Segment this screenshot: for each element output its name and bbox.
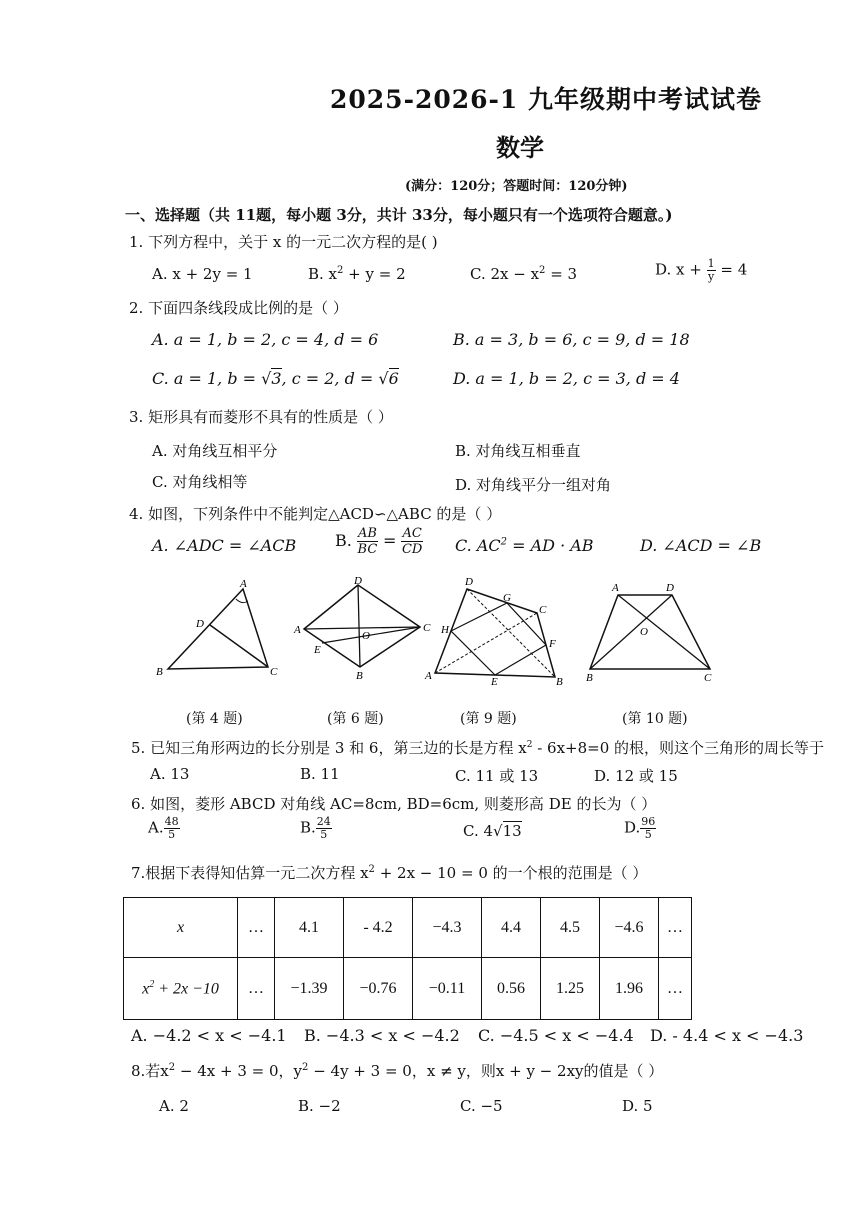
q2-c-rad1: 3 — [271, 369, 282, 388]
fig6-label-a: A — [294, 624, 301, 636]
table-cell: 0.56 — [482, 958, 541, 1020]
q4-b-eq: = — [382, 531, 397, 550]
q2-c-mid: , c = 2, d = — [281, 369, 379, 388]
q5-option-c: C. 11 或 13 — [455, 767, 539, 785]
q6-d-den: 5 — [644, 828, 652, 841]
q2-option-b: B. a = 3, b = 6, c = 9, d = 18 — [453, 330, 690, 349]
table-cell: −1.39 — [275, 958, 344, 1020]
q6-c-pre: C. 4 — [463, 822, 494, 840]
q6-b-frac — [316, 816, 332, 841]
q7-option-c: C. −4.5 < x < −4.4 — [478, 1026, 634, 1045]
q8-option-b: B. −2 — [298, 1097, 341, 1115]
q5-option-d: D. 12 或 15 — [594, 767, 678, 785]
fig6-label-d: D — [354, 575, 362, 587]
q7-stem-post: + 2x − 10 = 0 的一个根的范围是（ ） — [374, 864, 648, 882]
fig9-label-g: G — [503, 592, 511, 604]
q7-option-d: D. - 4.4 < x < −4.3 — [650, 1026, 804, 1045]
q3-stem: 3. 矩形具有而菱形不具有的性质是（ ） — [129, 408, 393, 426]
q1-b-sup: 2 — [337, 265, 344, 276]
q2-option-d: D. a = 1, b = 2, c = 3, d = 4 — [453, 369, 680, 388]
q1-option-c — [470, 265, 577, 283]
fig6-diagonal-bd — [358, 585, 360, 667]
sqrt-icon: √ — [493, 822, 503, 840]
exam-title: 2025-2026-1 九年级期中考试试卷 — [330, 85, 763, 114]
figure-q10 — [580, 575, 730, 685]
table-cell: … — [238, 958, 275, 1020]
fig9-label-e: E — [491, 676, 498, 688]
q7-value-table — [123, 897, 692, 1020]
q4-option-a: A. ∠ADC = ∠ACB — [152, 536, 297, 555]
q4-c-pre: C. AC — [455, 536, 501, 555]
q1-d-num: 1 — [707, 257, 715, 270]
q7-option-a: A. −4.2 < x < −4.1 — [131, 1026, 287, 1045]
q3-option-b: B. 对角线互相垂直 — [455, 442, 581, 460]
fig9-label-d: D — [465, 576, 473, 588]
q7-stem-pre: 7.根据下表得知估算一元二次方程 x — [131, 864, 369, 882]
table-row — [124, 958, 692, 1020]
q5-stem-post: - 6x+8=0 的根，则这个三角形的周长等于 — [532, 739, 825, 757]
q1-option-a: A. x + 2y = 1 — [152, 265, 253, 283]
q4-c-sup: 2 — [500, 536, 508, 548]
fig4-caption: (第 4 题) — [186, 711, 243, 727]
q1-c-post: = 3 — [545, 265, 578, 283]
q4-b-pre: B. — [335, 531, 352, 550]
q8-stem-pre: 8.若x — [131, 1062, 169, 1080]
table-cell: - 4.2 — [344, 898, 413, 958]
q3-option-d: D. 对角线平分一组对角 — [455, 476, 612, 494]
fig6-rhombus — [304, 585, 420, 667]
fig6-diagonal-ac — [304, 627, 420, 629]
q8-stem-mid1: − 4x + 3 = 0，y — [175, 1062, 303, 1080]
row2-head-sup: 2 — [149, 978, 155, 990]
q4-b-frac2 — [401, 526, 422, 557]
table-cell: … — [659, 958, 692, 1020]
fig9-label-b: B — [556, 676, 563, 688]
table-cell: 1.25 — [541, 958, 600, 1020]
q4-option-c — [455, 536, 594, 555]
q6-a-frac — [164, 816, 180, 841]
q6-a-den: 5 — [168, 828, 176, 841]
fig10-trapezoid — [590, 595, 710, 669]
q6-option-a — [148, 816, 180, 841]
subject-title: 数学 — [496, 133, 544, 162]
table-cell: −4.6 — [600, 898, 659, 958]
figure-q9 — [425, 575, 575, 690]
fig6-caption: (第 6 题) — [327, 711, 384, 727]
q5-option-b: B. 11 — [300, 765, 340, 783]
table-cell — [124, 958, 238, 1020]
q7-option-b: B. −4.3 < x < −4.2 — [304, 1026, 460, 1045]
table-cell: −0.11 — [413, 958, 482, 1020]
fig10-label-d: D — [666, 582, 674, 594]
fig6-label-c: C — [423, 622, 431, 634]
q4-b-d1: BC — [357, 542, 378, 557]
fig6-height-de — [322, 627, 420, 643]
q4-b-d2: CD — [401, 542, 423, 557]
table-cell: 4.4 — [482, 898, 541, 958]
q2-option-c — [152, 369, 399, 388]
fig10-caption: (第 10 题) — [622, 711, 688, 727]
q1-d-post: = 4 — [715, 260, 748, 279]
fig4-label-c: C — [270, 666, 278, 678]
fig4-label-a: A — [240, 578, 247, 590]
q8-option-d: D. 5 — [622, 1097, 653, 1115]
q6-b-num: 24 — [316, 815, 331, 828]
q6-option-b — [300, 816, 332, 841]
fig9-label-h: H — [441, 624, 449, 636]
fig4-segment-dc — [210, 625, 268, 667]
fig10-label-o: O — [640, 626, 648, 638]
q6-d-frac — [640, 816, 656, 841]
q8-stem — [131, 1060, 663, 1081]
table-cell: −0.76 — [344, 958, 413, 1020]
table-cell: … — [659, 898, 692, 958]
q5-option-a: A. 13 — [150, 765, 190, 783]
q8-stem-sup1: 2 — [168, 1062, 176, 1073]
q2-option-a: A. a = 1, b = 2, c = 4, d = 6 — [152, 330, 379, 349]
table-cell: … — [238, 898, 275, 958]
q6-b-pre: B. — [300, 818, 316, 837]
q6-option-c — [463, 822, 522, 840]
fig9-diagonal-db — [467, 589, 555, 677]
fig9-label-f: F — [549, 638, 556, 650]
table-cell: 1.96 — [600, 958, 659, 1020]
q6-a-pre: A. — [148, 818, 164, 837]
q1-b-post: + y = 2 — [343, 265, 406, 283]
q6-c-rad: 13 — [502, 822, 522, 840]
row2-head-pre: x — [142, 980, 150, 998]
q8-option-a: A. 2 — [159, 1097, 189, 1115]
q1-d-den: y — [707, 270, 715, 283]
q4-option-d: D. ∠ACD = ∠B — [640, 536, 762, 555]
q4-option-b — [335, 526, 423, 557]
table-cell: 4.1 — [275, 898, 344, 958]
q1-d-fraction — [707, 258, 716, 283]
q7-stem-sup: 2 — [368, 864, 375, 875]
fig10-label-a: A — [612, 582, 619, 594]
fig9-inner-parallelogram — [451, 603, 546, 675]
q6-b-den: 5 — [320, 828, 328, 841]
q6-d-pre: D. — [624, 818, 641, 837]
row2-head-post: + 2x −10 — [154, 980, 219, 998]
table-cell: 4.5 — [541, 898, 600, 958]
section-heading: 一、选择题（共 11题，每小题 3分，共计 33分，每小题只有一个选项符合题意。) — [125, 206, 673, 224]
q4-b-n1: AB — [357, 526, 377, 541]
q4-b-frac1 — [357, 526, 378, 557]
q1-option-b — [308, 265, 406, 283]
fig10-label-b: B — [586, 672, 593, 684]
q7-stem — [131, 862, 647, 883]
q3-option-a: A. 对角线互相平分 — [152, 442, 278, 460]
fig9-label-a: A — [425, 670, 432, 682]
table-cell: −4.3 — [413, 898, 482, 958]
q5-stem-sup: 2 — [526, 740, 533, 750]
fig6-label-b: B — [356, 670, 363, 682]
sqrt-icon: √ — [378, 369, 389, 388]
q3-option-c: C. 对角线相等 — [152, 473, 248, 491]
score-time-note: (满分：120分；答题时间：120分钟) — [405, 179, 628, 194]
q8-stem-sup2: 2 — [302, 1062, 309, 1073]
q1-c-sup: 2 — [539, 265, 546, 276]
q1-c-pre: C. 2x − x — [470, 265, 540, 283]
fig6-label-e: E — [314, 644, 321, 656]
q5-stem-pre: 5. 已知三角形两边的长分别是 3 和 6，第三边的长是方程 x — [131, 739, 527, 757]
q2-stem: 2. 下面四条线段成比例的是（ ） — [129, 299, 348, 317]
q4-c-post: = AD · AB — [507, 536, 594, 555]
q2-c-rad2: 6 — [388, 369, 399, 388]
q6-a-num: 48 — [164, 815, 179, 828]
fig9-label-c: C — [539, 604, 547, 616]
q4-b-n2: AC — [402, 526, 422, 541]
q6-stem: 6. 如图，菱形 ABCD 对角线 AC=8cm, BD=6cm, 则菱形高 DE 的长为（ ） — [131, 795, 657, 813]
fig10-label-c: C — [704, 672, 712, 684]
q4-stem: 4. 如图，下列条件中不能判定△ACD∽△ABC 的是（ ） — [129, 505, 502, 523]
table-cell: x — [124, 898, 238, 958]
sqrt-icon: √ — [261, 369, 272, 388]
fig6-label-o: O — [362, 630, 370, 642]
q6-d-num: 96 — [641, 815, 656, 828]
q8-stem-post: − 4y + 3 = 0，x ≠ y，则x + y − 2xy的值是（ ） — [308, 1062, 664, 1080]
fig4-label-b: B — [156, 666, 163, 678]
q5-stem — [131, 737, 824, 758]
fig9-caption: (第 9 题) — [460, 711, 517, 727]
q2-c-pre: C. a = 1, b = — [152, 369, 262, 388]
q8-option-c: C. −5 — [460, 1097, 503, 1115]
table-row — [124, 898, 692, 958]
q6-option-d — [624, 816, 656, 841]
q1-b-pre: B. x — [308, 265, 338, 283]
q1-option-d — [655, 258, 747, 283]
q1-stem: 1. 下列方程中，关于 x 的一元二次方程的是( ) — [129, 233, 438, 251]
fig4-label-d: D — [196, 618, 204, 630]
figure-q6 — [292, 575, 442, 685]
q1-d-pre: D. x + — [655, 260, 707, 279]
figure-q4 — [150, 575, 290, 685]
